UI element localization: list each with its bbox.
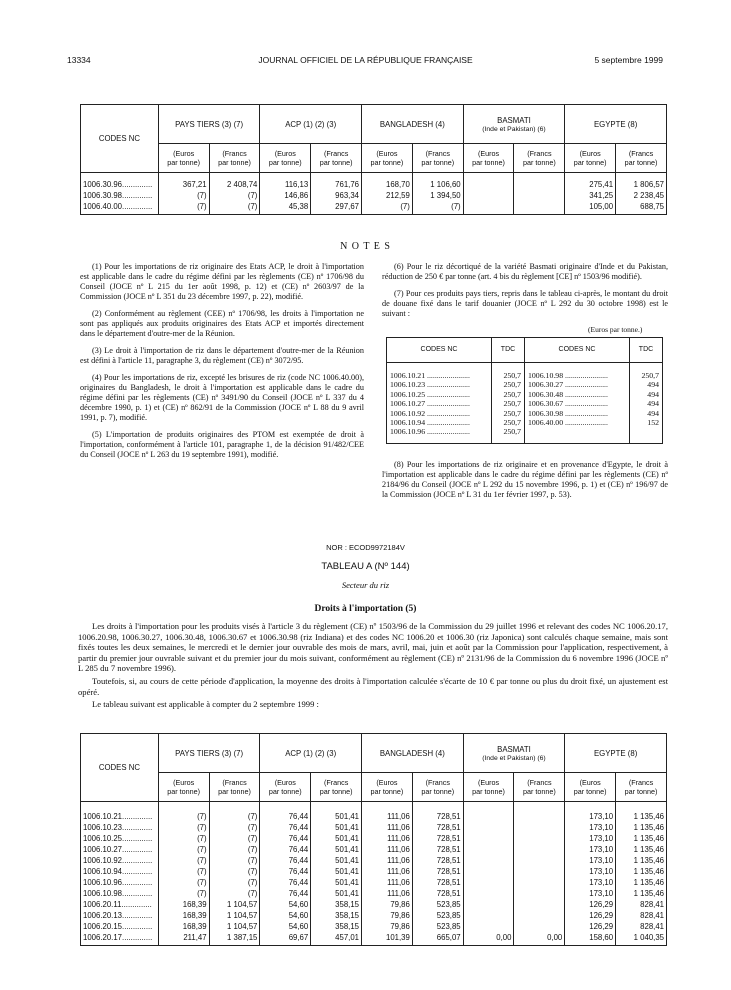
codes-nc-header: CODES NC	[81, 734, 159, 802]
pays-tiers-header: PAYS TIERS (3) (7)	[158, 734, 260, 773]
value-cell: 173,10	[565, 855, 616, 866]
value-cell: 297,67	[311, 201, 362, 212]
value-cell: 828,41	[616, 921, 667, 932]
value-cell: 111,06	[362, 855, 413, 866]
value-cell: 275,41	[565, 179, 616, 190]
notes-left-column	[80, 262, 364, 467]
value-cell: 501,41	[311, 833, 362, 844]
tdc-value: 494	[630, 390, 663, 399]
tdc-code: 1006.10.21 ......................	[387, 371, 492, 380]
tdc-code: 1006.40.00 ......................	[525, 418, 630, 427]
value-cell: 2 408,74	[209, 179, 260, 190]
value-cell: 501,41	[311, 855, 362, 866]
value-cell: 358,15	[311, 910, 362, 921]
francs-per-tonne-header: (Francs par tonne)	[514, 144, 565, 173]
body-paragraph: Le tableau suivant est applicable à compter du 2 septembre 1999 :	[92, 699, 319, 710]
value-cell: 1 104,57	[209, 921, 260, 932]
tdc-code: 1006.10.94 ......................	[387, 418, 492, 427]
euros-per-tonne-header: (Euros par tonne)	[463, 773, 514, 802]
value-cell: 728,51	[412, 877, 463, 888]
euros-per-tonne-header: (Euros par tonne)	[565, 773, 616, 802]
basmati-sublabel: (Inde et Pakistan) (6)	[482, 125, 546, 133]
value-cell: 158,60	[565, 932, 616, 943]
tdc-header: CODES NC	[525, 338, 630, 363]
value-cell: (7)	[209, 866, 260, 877]
value-cell: 76,44	[260, 888, 311, 899]
value-cell	[514, 855, 565, 866]
value-cell: 1 394,50	[412, 190, 463, 201]
francs-per-tonne-header: (Francs par tonne)	[412, 773, 463, 802]
value-cell	[463, 811, 514, 822]
value-cell	[514, 811, 565, 822]
value-cell: 728,51	[412, 822, 463, 833]
tdc-row	[387, 427, 663, 436]
value-cell: 728,51	[412, 844, 463, 855]
tdc-code: 1006.10.92 ......................	[387, 409, 492, 418]
value-cell: (7)	[209, 833, 260, 844]
value-cell: 828,41	[616, 910, 667, 921]
value-cell: 1 806,57	[616, 179, 667, 190]
tdc-value: 250,7	[492, 371, 525, 380]
tdc-code: 1006.10.98 ......................	[525, 371, 630, 380]
value-cell: 1 135,46	[616, 811, 667, 822]
value-cell: 76,44	[260, 844, 311, 855]
value-cell: 173,10	[565, 822, 616, 833]
value-cell: 173,10	[565, 833, 616, 844]
tdc-table	[386, 337, 663, 444]
value-cell: 54,60	[260, 899, 311, 910]
nc-code-cell: 1006.10.96..............	[81, 877, 159, 888]
nc-code-cell: 1006.30.96..............	[81, 179, 159, 190]
value-cell	[514, 822, 565, 833]
value-cell: 501,41	[311, 822, 362, 833]
tdc-header: TDC	[630, 338, 663, 363]
value-cell: (7)	[158, 888, 209, 899]
value-cell	[463, 179, 514, 190]
francs-per-tonne-header: (Francs par tonne)	[412, 144, 463, 173]
value-cell: (7)	[158, 866, 209, 877]
value-cell: 1 106,60	[412, 179, 463, 190]
value-cell: 1 135,46	[616, 833, 667, 844]
value-cell: 0,00	[463, 932, 514, 943]
value-cell: 1 135,46	[616, 888, 667, 899]
bottom-duties-table	[80, 733, 667, 946]
table-row	[81, 910, 667, 921]
value-cell: (7)	[158, 877, 209, 888]
value-cell: (7)	[209, 190, 260, 201]
tdc-row	[387, 418, 663, 427]
value-cell	[463, 822, 514, 833]
value-cell: 358,15	[311, 921, 362, 932]
body-text	[78, 621, 668, 712]
tdc-value: 250,7	[630, 371, 663, 380]
value-cell: (7)	[412, 201, 463, 212]
tdc-value: 250,7	[492, 399, 525, 408]
header-date: 5 septembre 1999	[594, 55, 663, 65]
body-paragraph: Toutefois, si, au cours de cette période d'application, la moyenne des droits à l'importation calculée s'écarte de 10 € par tonne ou plus du droit fixé, un ajustement est opéré.	[78, 675, 668, 697]
tdc-header: CODES NC	[387, 338, 492, 363]
nc-code-cell: 1006.10.21..............	[81, 811, 159, 822]
value-cell: 126,29	[565, 910, 616, 921]
basmati-header	[463, 734, 565, 773]
note-paragraph: (6) Pour le riz décortiqué de la variété Basmati originaire d'Inde et du Pakistan, réduction de 250 € par tonne (art. 4 bis du règlement [CE] nº 1503/96 modifié).	[382, 262, 668, 281]
value-cell: (7)	[158, 201, 209, 212]
value-cell: 173,10	[565, 811, 616, 822]
value-cell	[463, 888, 514, 899]
journal-title: JOURNAL OFFICIEL DE LA RÉPUBLIQUE FRANÇAISE	[258, 55, 473, 65]
value-cell: (7)	[362, 201, 413, 212]
note-paragraph: (7) Pour ces produits pays tiers, repris dans le tableau ci-après, le montant du droit de douane fixé dans le tarif douanier (JOCE nº L 292 du 30 octobre 1998) est le suivant :	[382, 289, 668, 318]
basmati-header	[463, 105, 565, 144]
tdc-value: 250,7	[492, 427, 525, 436]
value-cell: 173,10	[565, 877, 616, 888]
value-cell: 358,15	[311, 899, 362, 910]
tdc-value	[630, 427, 663, 436]
francs-per-tonne-header: (Francs par tonne)	[311, 773, 362, 802]
value-cell: 76,44	[260, 877, 311, 888]
value-cell: 501,41	[311, 844, 362, 855]
value-cell	[463, 910, 514, 921]
value-cell: 728,51	[412, 888, 463, 899]
francs-per-tonne-header: (Francs par tonne)	[311, 144, 362, 173]
value-cell: 111,06	[362, 844, 413, 855]
value-cell	[463, 866, 514, 877]
value-cell: 211,47	[158, 932, 209, 943]
value-cell: 523,85	[412, 921, 463, 932]
value-cell	[514, 921, 565, 932]
value-cell	[514, 179, 565, 190]
nc-code-cell: 1006.10.94..............	[81, 866, 159, 877]
value-cell: 111,06	[362, 866, 413, 877]
nc-code-cell: 1006.20.11..............	[81, 899, 159, 910]
value-cell: 828,41	[616, 899, 667, 910]
note-paragraph: (3) Le droit à l'importation de riz dans le département d'outre-mer de la Réunion est défini à l'article 11, paragraphe 3, du règlement (CE) nº 3072/95.	[80, 346, 364, 365]
value-cell: 1 104,57	[209, 910, 260, 921]
value-cell: 168,39	[158, 899, 209, 910]
value-cell: 146,86	[260, 190, 311, 201]
value-cell: 501,41	[311, 811, 362, 822]
value-cell: 1 135,46	[616, 822, 667, 833]
body-paragraph: Les droits à l'importation pour les produits visés à l'article 3 du règlement (CE) nº 1503/96 de la Commission du 29 juillet 1996 et relevant des codes NC 1006.20.17, 1006.20.98, 1006.30.27, 1006.30.48, 1006.30.67 et 1006.30.98 (riz Indiana) et des codes NC 1006.20 et 1006.30 (riz Japonica) sont calculés chaque semaine, mais sont fixés toutes les deux semaines, le mercredi et le dernier jour ouvrable des mois de mars, avril, mai, juin et août par la Commission pour l'application, respectivement, à partir du premier jour ouvrable suivant et du premier jour du mois suivant, conformément au règlement (CE) nº 2131/96 de la Commission du 6 novembre 1996 (JOCE nº L 285 du 7 novembre 1996).	[78, 621, 668, 674]
value-cell: 728,51	[412, 855, 463, 866]
value-cell: 111,06	[362, 822, 413, 833]
euros-per-tonne-header: (Euros par tonne)	[362, 144, 413, 173]
tdc-code: 1006.30.48 ......................	[525, 390, 630, 399]
value-cell: 665,07	[412, 932, 463, 943]
tdc-unit: (Euros par tonne.)	[588, 325, 643, 334]
table-row	[81, 877, 667, 888]
note-paragraph: (1) Pour les importations de riz originaire des Etats ACP, le droit à l'importation est applicable dans le cadre du régime défini par les règlements (CE) nº 1706/98 du Conseil (JOCE nº L 215 du 1er août 1998, p. 12) et (CE) nº 2603/97 de la Commission (JOCE nº L 351 du 23 décembre 1997, p. 22), modifié.	[80, 262, 364, 301]
tdc-row	[387, 380, 663, 389]
value-cell: 761,76	[311, 179, 362, 190]
value-cell: (7)	[158, 844, 209, 855]
value-cell: 501,41	[311, 888, 362, 899]
tdc-row	[387, 390, 663, 399]
value-cell	[463, 921, 514, 932]
euros-per-tonne-header: (Euros par tonne)	[158, 144, 209, 173]
section-title: Droits à l'importation (5)	[314, 604, 417, 614]
page-number: 13334	[67, 55, 91, 65]
value-cell: 126,29	[565, 921, 616, 932]
tdc-value: 250,7	[492, 390, 525, 399]
table-row	[81, 866, 667, 877]
value-cell: 173,10	[565, 888, 616, 899]
nc-code-cell: 1006.20.17..............	[81, 932, 159, 943]
value-cell: 76,44	[260, 866, 311, 877]
nc-code-cell: 1006.10.27..............	[81, 844, 159, 855]
table-row	[81, 811, 667, 822]
tdc-value: 152	[630, 418, 663, 427]
value-cell: (7)	[158, 190, 209, 201]
value-cell: 168,39	[158, 921, 209, 932]
value-cell: (7)	[209, 855, 260, 866]
basmati-label: BASMATI	[497, 744, 531, 754]
value-cell: (7)	[158, 855, 209, 866]
value-cell	[514, 190, 565, 201]
value-cell: 1 135,46	[616, 855, 667, 866]
table-row	[81, 822, 667, 833]
nc-code-cell: 1006.10.23..............	[81, 822, 159, 833]
value-cell: 728,51	[412, 833, 463, 844]
tdc-value: 494	[630, 399, 663, 408]
value-cell	[514, 844, 565, 855]
tdc-code: 1006.10.96 ......................	[387, 427, 492, 436]
francs-per-tonne-header: (Francs par tonne)	[209, 144, 260, 173]
table-row	[81, 844, 667, 855]
value-cell: 54,60	[260, 910, 311, 921]
value-cell: 45,38	[260, 201, 311, 212]
value-cell: 126,29	[565, 899, 616, 910]
value-cell	[514, 866, 565, 877]
tdc-value: 494	[630, 380, 663, 389]
acp-header: ACP (1) (2) (3)	[260, 734, 362, 773]
tdc-code: 1006.10.27 ......................	[387, 399, 492, 408]
nc-code-cell: 1006.10.92..............	[81, 855, 159, 866]
tdc-code: 1006.10.25 ......................	[387, 390, 492, 399]
value-cell: 76,44	[260, 822, 311, 833]
value-cell: 69,67	[260, 932, 311, 943]
tdc-value: 250,7	[492, 409, 525, 418]
nor-reference: NOR : ECOD9972184V	[326, 543, 405, 552]
value-cell: 79,86	[362, 921, 413, 932]
francs-per-tonne-header: (Francs par tonne)	[616, 773, 667, 802]
nc-code-cell: 1006.20.15..............	[81, 921, 159, 932]
euros-per-tonne-header: (Euros par tonne)	[565, 144, 616, 173]
value-cell: 105,00	[565, 201, 616, 212]
value-cell: 111,06	[362, 833, 413, 844]
value-cell: (7)	[158, 822, 209, 833]
value-cell	[514, 910, 565, 921]
tdc-value: 494	[630, 409, 663, 418]
value-cell: 1 104,57	[209, 899, 260, 910]
note-paragraph: (5) L'importation de produits originaires des PTOM est exemptée de droit à l'importation, conformément à l'article 101, paragraphe 1, de la décision 91/482/CEE du Conseil (JOCE nº L 263 du 19 septembre 1991), modifié.	[80, 430, 364, 459]
nc-code-cell: 1006.10.25..............	[81, 833, 159, 844]
bangladesh-header: BANGLADESH (4)	[362, 105, 464, 144]
value-cell: 341,25	[565, 190, 616, 201]
value-cell: 212,59	[362, 190, 413, 201]
tdc-row	[387, 409, 663, 418]
francs-per-tonne-header: (Francs par tonne)	[514, 773, 565, 802]
value-cell: 728,51	[412, 866, 463, 877]
basmati-label: BASMATI	[497, 115, 531, 125]
tdc-code	[525, 427, 630, 436]
bangladesh-header: BANGLADESH (4)	[362, 734, 464, 773]
value-cell: 111,06	[362, 888, 413, 899]
table-row	[81, 888, 667, 899]
value-cell: (7)	[158, 833, 209, 844]
value-cell: 457,01	[311, 932, 362, 943]
egypte-header: EGYPTE (8)	[565, 105, 667, 144]
value-cell: 173,10	[565, 844, 616, 855]
value-cell: 79,86	[362, 899, 413, 910]
nc-code-cell: 1006.10.98..............	[81, 888, 159, 899]
table-row	[81, 932, 667, 943]
value-cell	[514, 877, 565, 888]
tdc-row	[387, 399, 663, 408]
tdc-header: TDC	[492, 338, 525, 363]
value-cell: 1 040,35	[616, 932, 667, 943]
egypte-header: EGYPTE (8)	[565, 734, 667, 773]
table-row	[81, 899, 667, 910]
table-row	[81, 201, 667, 212]
value-cell: 963,34	[311, 190, 362, 201]
value-cell	[514, 899, 565, 910]
value-cell: 0,00	[514, 932, 565, 943]
value-cell: 101,39	[362, 932, 413, 943]
value-cell	[514, 888, 565, 899]
tableau-title: TABLEAU A (Nº 144)	[321, 561, 410, 572]
secteur-label: Secteur du riz	[341, 580, 390, 590]
value-cell: (7)	[158, 811, 209, 822]
euros-per-tonne-header: (Euros par tonne)	[260, 773, 311, 802]
codes-nc-header: CODES NC	[81, 105, 159, 173]
tdc-value: 250,7	[492, 380, 525, 389]
tdc-code: 1006.10.23 ......................	[387, 380, 492, 389]
note-paragraph: (2) Conformément au règlement (CEE) nº 1706/98, les droits à l'importation ne sont pas appliqués aux produits originaires des Etats ACP et importés directement dans le département d'outre-mer de la Réunion.	[80, 309, 364, 338]
value-cell: 367,21	[158, 179, 209, 190]
francs-per-tonne-header: (Francs par tonne)	[209, 773, 260, 802]
value-cell: 76,44	[260, 855, 311, 866]
tdc-value: 250,7	[492, 418, 525, 427]
value-cell	[514, 201, 565, 212]
value-cell: 728,51	[412, 811, 463, 822]
table-row	[81, 921, 667, 932]
acp-header: ACP (1) (2) (3)	[260, 105, 362, 144]
value-cell: (7)	[209, 811, 260, 822]
value-cell	[463, 899, 514, 910]
francs-per-tonne-header: (Francs par tonne)	[616, 144, 667, 173]
value-cell: 111,06	[362, 877, 413, 888]
value-cell	[463, 877, 514, 888]
nc-code-cell: 1006.20.13..............	[81, 910, 159, 921]
euros-per-tonne-header: (Euros par tonne)	[260, 144, 311, 173]
value-cell: 173,10	[565, 866, 616, 877]
value-cell: 168,70	[362, 179, 413, 190]
value-cell: 116,13	[260, 179, 311, 190]
value-cell: 2 238,45	[616, 190, 667, 201]
value-cell	[463, 844, 514, 855]
value-cell	[463, 833, 514, 844]
value-cell: 111,06	[362, 811, 413, 822]
table-row	[81, 190, 667, 201]
notes-title: N O T E S	[340, 241, 391, 252]
value-cell: 688,75	[616, 201, 667, 212]
nc-code-cell: 1006.30.98..............	[81, 190, 159, 201]
value-cell: 523,85	[412, 910, 463, 921]
value-cell: 523,85	[412, 899, 463, 910]
top-duties-table	[80, 104, 667, 215]
value-cell	[463, 201, 514, 212]
note-8: (8) Pour les importations de riz originaire et en provenance d'Egypte, le droit à l'importation est applicable dans le cadre du régime défini par les règlements (CE) nº 2184/96 du Conseil (JOCE nº L 292 du 15 novembre 1996, p. 1) et (CE) nº 196/97 de la Commission (JOCE nº L 31 du 1er février 1997, p. 53).	[382, 460, 668, 499]
value-cell	[514, 833, 565, 844]
value-cell: (7)	[209, 877, 260, 888]
tdc-code: 1006.30.98 ......................	[525, 409, 630, 418]
nc-code-cell: 1006.40.00..............	[81, 201, 159, 212]
value-cell: (7)	[209, 201, 260, 212]
notes-right-column	[382, 262, 668, 326]
value-cell: 1 135,46	[616, 844, 667, 855]
tdc-code: 1006.30.67 ......................	[525, 399, 630, 408]
value-cell: 168,39	[158, 910, 209, 921]
value-cell: 501,41	[311, 866, 362, 877]
basmati-sublabel: (Inde et Pakistan) (6)	[482, 754, 546, 762]
value-cell	[463, 190, 514, 201]
table-row	[81, 179, 667, 190]
value-cell: 79,86	[362, 910, 413, 921]
value-cell: 1 387,15	[209, 932, 260, 943]
euros-per-tonne-header: (Euros par tonne)	[362, 773, 413, 802]
value-cell: 1 135,46	[616, 866, 667, 877]
value-cell	[463, 855, 514, 866]
value-cell: (7)	[209, 844, 260, 855]
value-cell: 54,60	[260, 921, 311, 932]
value-cell: 76,44	[260, 811, 311, 822]
note-paragraph: (4) Pour les importations de riz, excepté les brisures de riz (code NC 1006.40.00), originaires du Bangladesh, le droit à l'importation est applicable dans le cadre du régime défini par les règlements (CE) nº 3491/90 du Conseil (JOCE nº L 337 du 4 décembre 1990, p. 1) et (CE) nº 862/91 de la Commission (JOCE nº L 88 du 9 avril 1991, p. 7), modifié.	[80, 373, 364, 422]
value-cell: 1 135,46	[616, 877, 667, 888]
value-cell: 501,41	[311, 877, 362, 888]
euros-per-tonne-header: (Euros par tonne)	[158, 773, 209, 802]
euros-per-tonne-header: (Euros par tonne)	[463, 144, 514, 173]
table-row	[81, 855, 667, 866]
value-cell: (7)	[209, 822, 260, 833]
value-cell: (7)	[209, 888, 260, 899]
tdc-code: 1006.30.27 ......................	[525, 380, 630, 389]
tdc-row	[387, 371, 663, 380]
table-row	[81, 833, 667, 844]
value-cell: 76,44	[260, 833, 311, 844]
pays-tiers-header: PAYS TIERS (3) (7)	[158, 105, 260, 144]
